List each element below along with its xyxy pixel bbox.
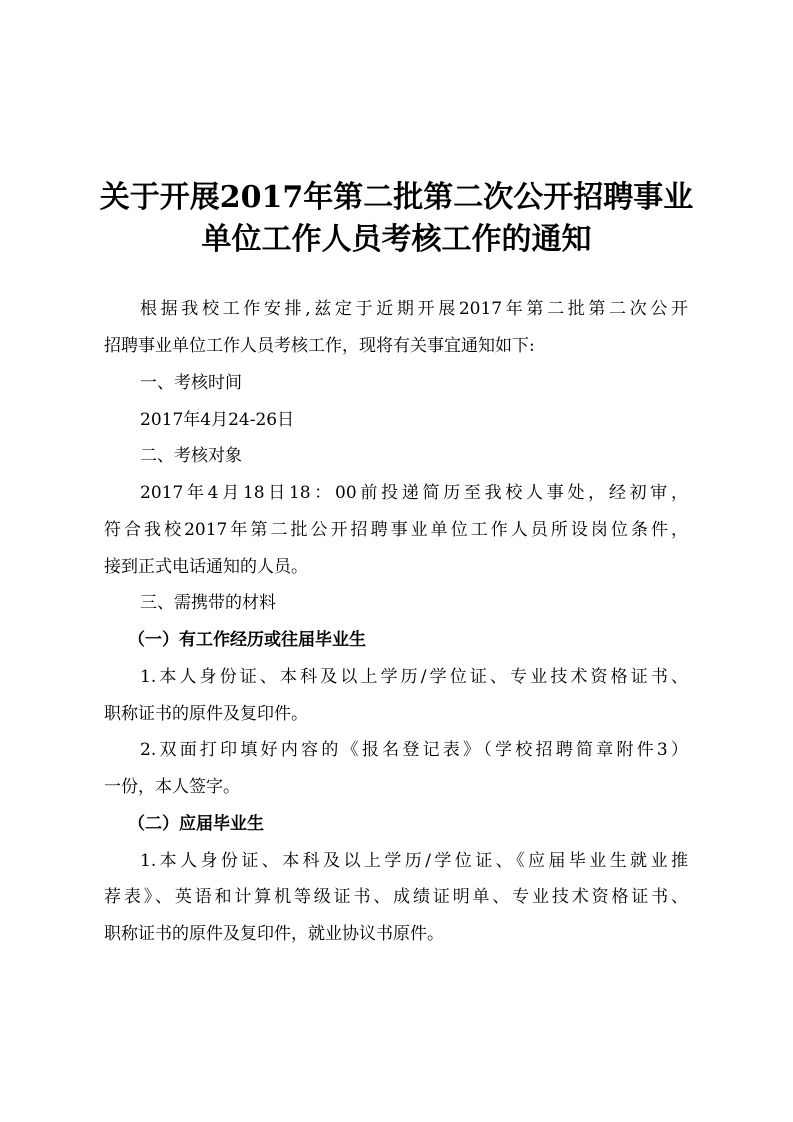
subsection-1-item-2-line-1: 2.双面打印填好内容的《报名登记表》（学校招聘简章附件3） xyxy=(140,740,688,760)
section-1-text: 2017年4月24-26日 xyxy=(140,410,295,430)
section-2-line-3: 接到正式电话通知的人员。 xyxy=(104,557,308,577)
subsection-2-item-1-line-2: 荐表》、英语和计算机等级证书、成绩证明单、专业技术资格证书、 xyxy=(104,887,688,907)
intro-paragraph-line-1: 根据我校工作安排,兹定于近期开展2017年第二批第二次公开 xyxy=(140,299,688,319)
subsection-1-item-2-line-2: 一份，本人签字。 xyxy=(104,777,240,797)
section-2-line-2: 符合我校2017年第二批公开招聘事业单位工作人员所设岗位条件， xyxy=(104,520,688,540)
section-1-heading: 一、考核时间 xyxy=(140,373,242,393)
section-3-heading: 三、需携带的材料 xyxy=(140,593,276,613)
document-title-line-2: 单位工作人员考核工作的通知 xyxy=(201,222,592,257)
section-2-heading: 二、考核对象 xyxy=(140,446,242,466)
document-title-line-1: 关于开展2017年第二批第二次公开招聘事业 xyxy=(99,180,694,215)
subsection-2-heading: （二）应届毕业生 xyxy=(128,814,264,834)
subsection-1-item-1-line-2: 职称证书的原件及复印件。 xyxy=(104,704,308,724)
subsection-2-item-1-line-3: 职称证书的原件及复印件，就业协议书原件。 xyxy=(104,924,444,944)
subsection-2-item-1-line-1: 1.本人身份证、本科及以上学历/学位证、《应届毕业生就业推 xyxy=(140,851,688,871)
intro-paragraph-line-2: 招聘事业单位工作人员考核工作，现将有关事宜通知如下: xyxy=(104,336,535,356)
subsection-1-heading: （一）有工作经历或往届毕业生 xyxy=(128,630,366,650)
section-2-line-1: 2017年4月18日18：00前投递简历至我校人事处，经初审， xyxy=(140,483,688,503)
subsection-1-item-1-line-1: 1.本人身份证、本科及以上学历/学位证、专业技术资格证书、 xyxy=(140,667,688,687)
